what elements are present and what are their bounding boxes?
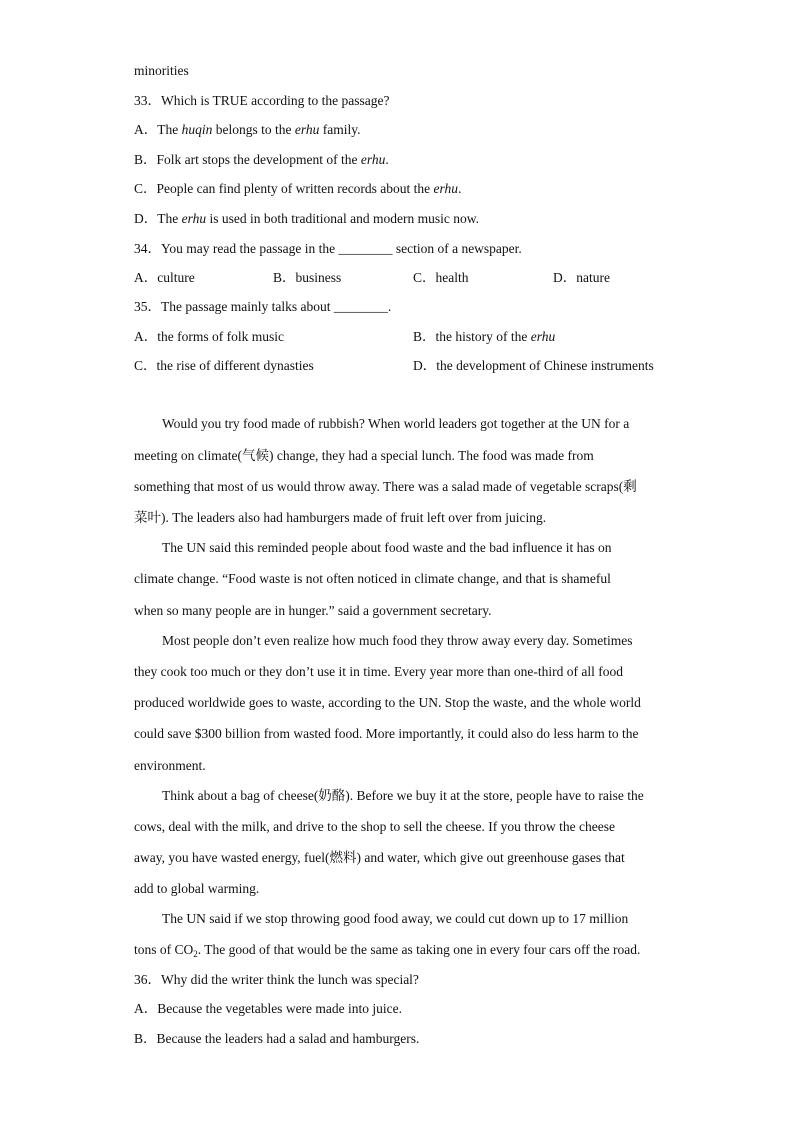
question-36-stem: 36．Why did the writer think the lunch was special? — [134, 972, 419, 987]
passage-p5-line1: The UN said if we stop throwing good food away, we could cut down up to 17 million — [162, 911, 629, 926]
question-34-option-b: B．business — [273, 270, 342, 285]
question-35-option-a: A．the forms of folk music — [134, 329, 284, 344]
passage-p4-line1: Think about a bag of cheese(奶酪). Before we buy it at the store, people have to raise the — [162, 788, 644, 803]
passage-p4-line2: cows, deal with the milk, and drive to the shop to sell the cheese. If you throw the cheese — [134, 819, 615, 834]
question-34-option-d: D．nature — [553, 270, 610, 285]
passage-p1-line1: Would you try food made of rubbish? When world leaders got together at the UN for a — [162, 416, 630, 431]
question-35-option-c: C．the rise of different dynasties — [134, 358, 314, 373]
question-33-option-a: A．The huqin belongs to the erhu family. — [134, 122, 361, 137]
question-35-option-b: B．the history of the erhu — [413, 329, 556, 344]
question-35-option-d: D．the development of Chinese instruments — [413, 358, 654, 373]
continued-text: minorities — [134, 63, 189, 78]
passage-p4-line4: add to global warming. — [134, 881, 260, 896]
question-33-option-d: D．The erhu is used in both traditional and modern music now. — [134, 211, 479, 226]
passage-p3-line5: environment. — [134, 758, 206, 773]
passage-p2-line3: when so many people are in hunger.” said a government secretary. — [134, 603, 492, 618]
passage-p3-line1: Most people don’t even realize how much food they throw away every day. Sometimes — [162, 633, 633, 648]
passage-p1-line4: 菜叶). The leaders also had hamburgers made of fruit left over from juicing. — [134, 510, 547, 525]
question-33-stem: 33．Which is TRUE according to the passage? — [134, 93, 390, 108]
passage-p5-line2: tons of $CO_2$. The good of that would be the same as taking one in every four cars off the road. — [134, 942, 641, 959]
passage-p2-line2: climate change. “Food waste is not often noticed in climate change, and that is shameful — [134, 571, 611, 586]
question-33-option-b: B．Folk art stops the development of the erhu. — [134, 152, 389, 167]
question-34-stem: 34．You may read the passage in the ________ section of a newspaper. — [134, 241, 522, 256]
question-33-option-c: C．People can find plenty of written records about the erhu. — [134, 181, 462, 196]
question-36-option-a: A．Because the vegetables were made into juice. — [134, 1001, 403, 1016]
passage-p4-line3: away, you have wasted energy, fuel(燃料) and water, which give out greenhouse gases that — [134, 850, 625, 865]
passage-p1-line2: meeting on climate(气候) change, they had a special lunch. The food was made from — [134, 448, 594, 463]
passage-p3-line4: could save $300 billion from wasted food. More importantly, it could also do less harm to the — [134, 726, 639, 741]
passage-p2-line1: The UN said this reminded people about food waste and the bad influence it has on — [162, 540, 612, 555]
question-34-option-c: C．health — [413, 270, 469, 285]
question-36-option-b: B．Because the leaders had a salad and hamburgers. — [134, 1031, 420, 1046]
question-35-stem: 35．The passage mainly talks about ________. — [134, 299, 392, 314]
passage-p1-line3: something that most of us would throw away. There was a salad made of vegetable scraps(剩 — [134, 479, 637, 494]
passage-p3-line3: produced worldwide goes to waste, according to the UN. Stop the waste, and the whole world — [134, 695, 641, 710]
passage-p3-line2: they cook too much or they don’t use it in time. Every year more than one-third of all food — [134, 664, 623, 679]
question-34-option-a: A．culture — [134, 270, 195, 285]
